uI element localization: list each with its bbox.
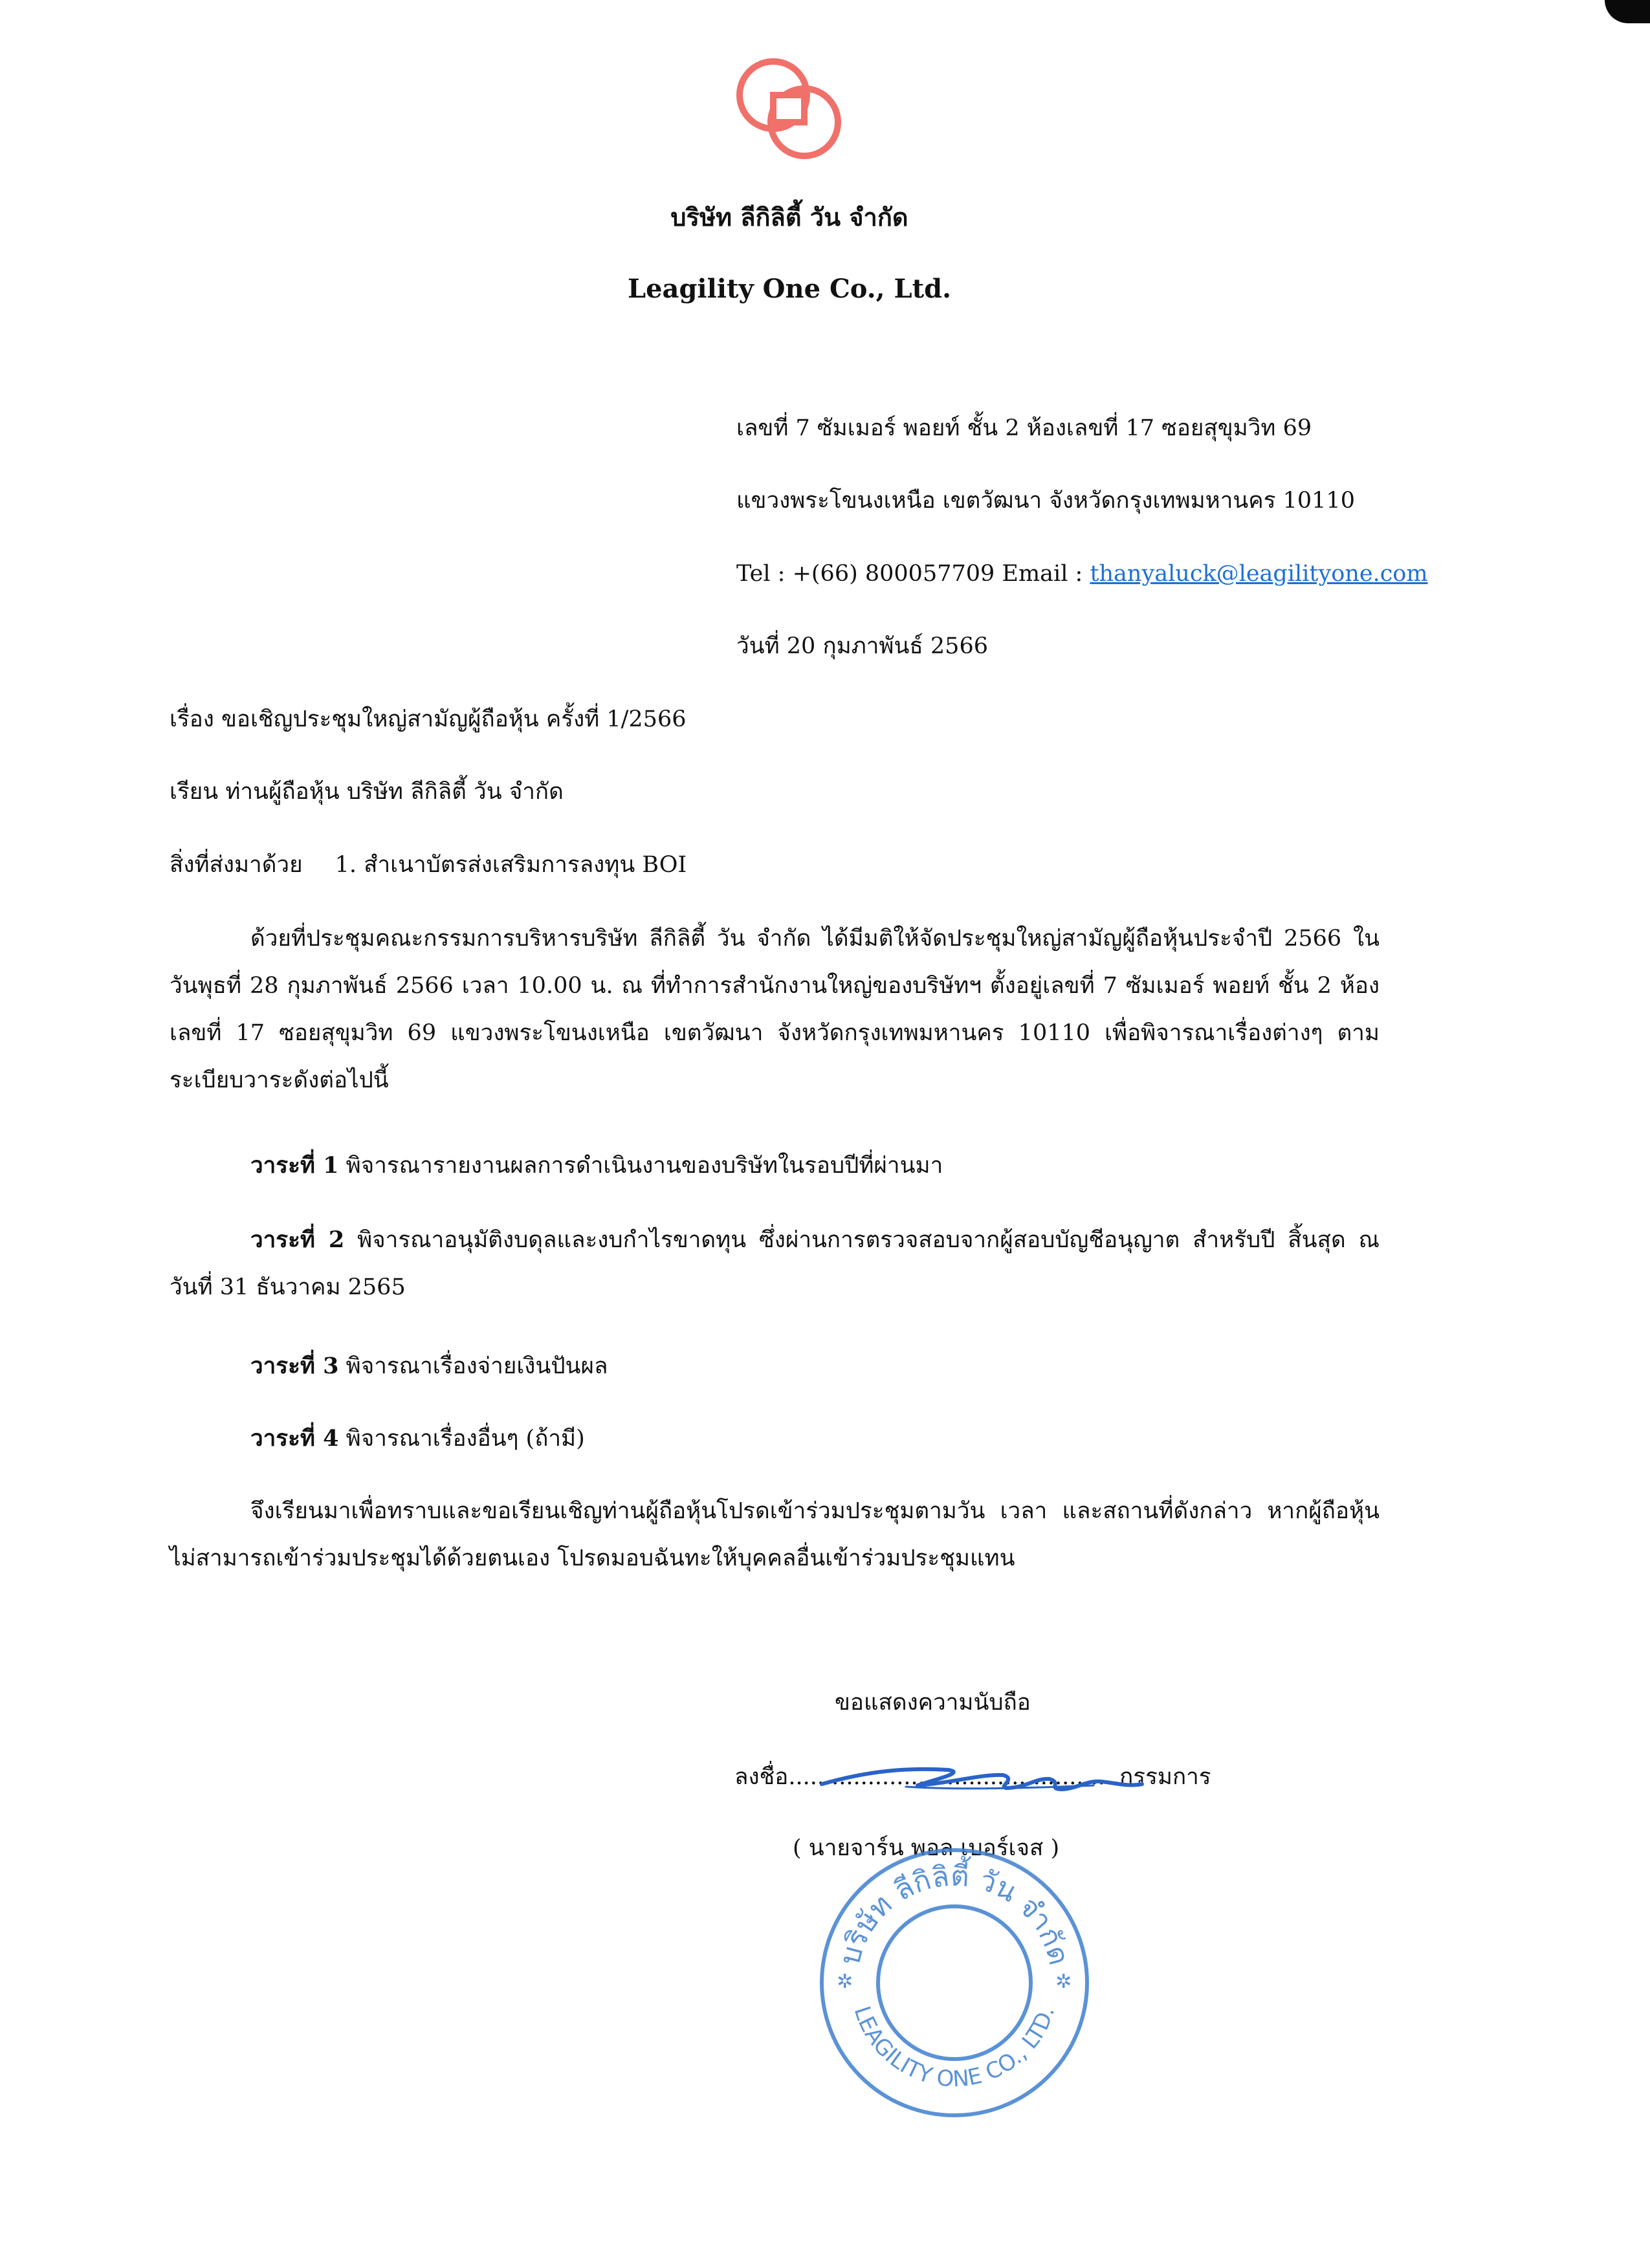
letter-recipient: เรียน ท่านผู้ถือหุ้น บริษัท ลีกิลิตี้ วัน จำกัด xyxy=(170,779,564,805)
company-name-thai: บริษัท ลีกิลิตี้ วัน จำกัด xyxy=(670,202,908,232)
seal-english-text: LEAGILITY ONE CO., LTD. xyxy=(848,2003,1061,2093)
seal-star-right-icon: ✲ xyxy=(1055,1970,1072,1993)
enclosure-line xyxy=(170,854,687,877)
enclosure-item: 1. สำเนาบัตรส่งเสริมการลงทุน BOI xyxy=(335,852,687,878)
letter-subject: เรื่อง ขอเชิญประชุมใหญ่สามัญผู้ถือหุ้น ครั้งที่ 1/2566 xyxy=(170,706,687,732)
signature-line: ลงชื่อ..............................................กรรมการ xyxy=(734,1764,1211,1790)
company-name-english: Leagility One Co., Ltd. xyxy=(627,274,952,304)
agenda-text: พิจารณารายงานผลการดำเนินงานของบริษัทในรอบปีที่ผ่านมา xyxy=(338,1153,943,1179)
company-logo-icon xyxy=(728,55,851,162)
signature-icon xyxy=(809,1747,1171,1811)
svg-text:LEAGILITY ONE CO., LTD. xyxy=(849,2003,1061,2093)
agenda-text: พิจารณาอนุมัติงบดุลและงบกำไรขาดทุน ซึ่งผ่านการตรวจสอบจากผู้สอบบัญชีอนุญาต สำหรับปี สิ้นสุด ณ วันที่ 31 ธันวาคม 2565 xyxy=(170,1227,1380,1300)
seal-thai-text: บริษัท ลีกิลิตี้ วัน จำกัด xyxy=(833,1859,1076,1968)
agenda-label: วาระที่ 2 xyxy=(250,1227,345,1253)
agenda-item-4 xyxy=(170,1415,1380,1463)
seal-star-left-icon: ✲ xyxy=(837,1970,853,1993)
company-seal-icon xyxy=(812,1840,1097,2125)
handwritten-signature xyxy=(809,1747,1171,1811)
agenda-label: วาระที่ 3 xyxy=(250,1353,339,1379)
intro-paragraph: ด้วยที่ประชุมคณะกรรมการบริหารบริษัท ลีกิลิตี้ วัน จำกัด ได้มีมติให้จัดประชุมใหญ่สามัญผู้ถือหุ้นประจำปี 2566 ในวันพุธที่ 28 กุมภาพันธ์ 2566 เวลา 10.00 น. ณ ที่ทำการสำนักงานใหญ่ของบริษัทฯ ตั้งอยู่เลขที่ 7 ซัมเมอร์ พอยท์ ชั้น 2 ห้องเลขที่ 17 ซอยสุขุมวิท 69 แขวงพระโขนงเหนือ เขตวัฒนา จังหวัดกรุงเทพมหานคร 10110 เพื่อพิจารณาเรื่องต่างๆ ตามระเบียบวาระดังต่อไปนี้ xyxy=(170,926,1380,1093)
agenda-label: วาระที่ 4 xyxy=(250,1425,339,1452)
address-line-1: เลขที่ 7 ซัมเมอร์ พอยท์ ชั้น 2 ห้องเลขที่ 17 ซอยสุขุมวิท 69 xyxy=(736,415,1312,441)
regards-text: ขอแสดงความนับถือ xyxy=(835,1690,1031,1716)
agenda-text: พิจารณาเรื่องจ่ายเงินปันผล xyxy=(338,1353,608,1379)
letter-date: วันที่ 20 กุมภาพันธ์ 2566 xyxy=(736,633,988,659)
contact-line xyxy=(736,563,1428,585)
agenda-item-1 xyxy=(170,1142,1380,1190)
signatory-name: ( นายจาร์น พอล เบอร์เจส ) xyxy=(793,1835,1060,1861)
scan-corner-mark xyxy=(1605,0,1650,23)
agenda-label: วาระที่ 1 xyxy=(250,1152,339,1179)
contact-phone: Tel : +(66) 800057709 Email : xyxy=(736,561,1090,587)
address-line-2: แขวงพระโขนงเหนือ เขตวัฒนา จังหวัดกรุงเทพมหานคร 10110 xyxy=(736,488,1355,514)
svg-text:บริษัท ลีกิลิตี้ วัน จำกัด xyxy=(833,1855,1075,1968)
agenda-item-3 xyxy=(170,1342,1380,1390)
closing-paragraph: จึงเรียนมาเพื่อทราบและขอเรียนเชิญท่านผู้ถือหุ้นโปรดเข้าร่วมประชุมตามวัน เวลา และสถานที่ดังกล่าว หากผู้ถือหุ้นไม่สามารถเข้าร่วมประชุมได้ด้วยตนเอง โปรดมอบฉันทะให้บุคคลอื่นเข้าร่วมประชุมแทน xyxy=(170,1498,1380,1571)
agenda-item-2 xyxy=(170,1216,1380,1311)
enclosure-label: สิ่งที่ส่งมาด้วย xyxy=(170,852,303,878)
agenda-text: พิจารณาเรื่องอื่นๆ (ถ้ามี) xyxy=(338,1426,585,1452)
email-link[interactable]: thanyaluck@leagilityone.com xyxy=(1090,561,1428,587)
